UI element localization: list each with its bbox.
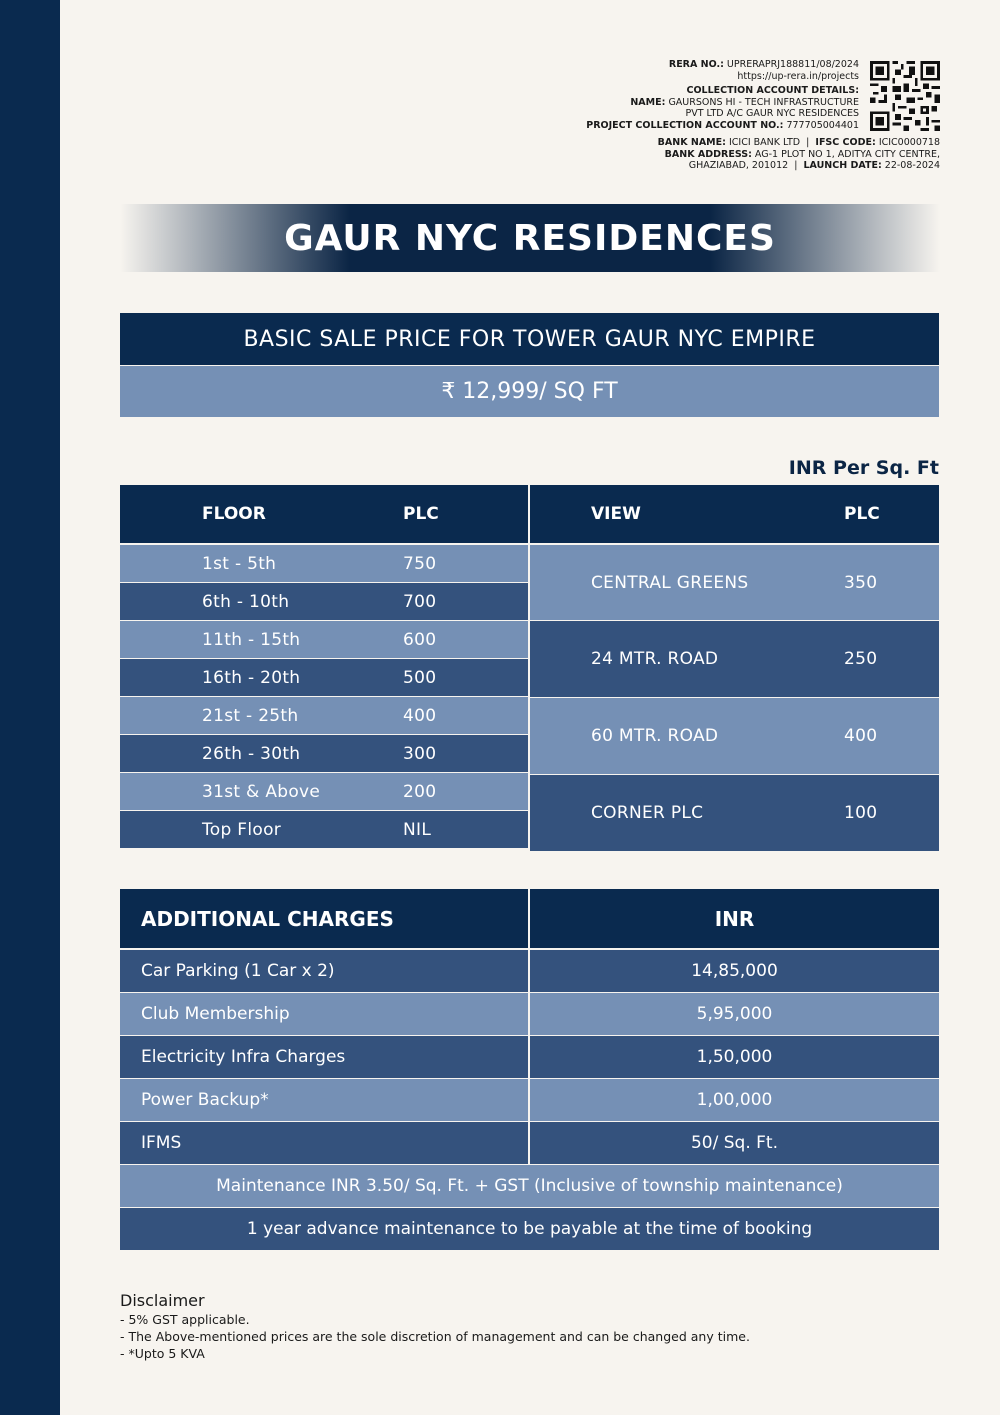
charge-item: Club Membership xyxy=(120,993,528,1035)
charge-item: IFMS xyxy=(120,1122,528,1164)
table-row xyxy=(530,545,939,620)
plc-cell: 300 xyxy=(403,743,437,764)
ifsc-code: ICIC0000718 xyxy=(878,137,940,148)
disclaimer-item: - *Upto 5 KVA xyxy=(120,1346,205,1361)
charge-value: 5,95,000 xyxy=(530,993,939,1035)
table-row xyxy=(120,1036,939,1078)
floor-cell: 1st - 5th xyxy=(202,553,277,574)
inr-header: INR xyxy=(530,889,939,948)
bank-address-line2: GHAZIABAD, 201012 xyxy=(688,160,789,172)
disclaimer-item: - The Above-mentioned prices are the sole discretion of management and can be changed any time. xyxy=(120,1329,750,1344)
charge-value: 1,50,000 xyxy=(530,1036,939,1078)
plc-cell: 700 xyxy=(403,591,437,612)
bsp-heading: BASIC SALE PRICE FOR TOWER GAUR NYC EMPIRE xyxy=(120,313,939,365)
plc-cell: NIL xyxy=(403,819,432,840)
floor-cell: 31st & Above xyxy=(202,781,321,802)
collection-title: COLLECTION ACCOUNT DETAILS: xyxy=(686,85,859,97)
charges-header: ADDITIONAL CHARGES xyxy=(120,889,528,948)
launch-date: 22-08-2024 xyxy=(884,160,940,172)
account-number: 777705004401 xyxy=(786,119,859,131)
unit-note: INR Per Sq. Ft xyxy=(788,457,939,479)
disclaimer-item: - 5% GST applicable. xyxy=(120,1312,250,1327)
table-row xyxy=(120,659,528,696)
table-header xyxy=(530,485,939,543)
account-name-line2: PVT LTD A/C GAUR NYC RESIDENCES xyxy=(685,108,859,120)
account-name: GAURSONS HI - TECH INFRASTRUCTURE xyxy=(668,96,859,108)
floor-cell: 16th - 20th xyxy=(202,667,301,688)
floor-cell: 21st - 25th xyxy=(202,705,299,726)
plc-cell: 250 xyxy=(844,649,878,669)
bank-name: ICICI BANK LTD xyxy=(728,137,801,148)
table-row xyxy=(530,621,939,697)
advance-maintenance-row: 1 year advance maintenance to be payable at the time of booking xyxy=(120,1208,939,1250)
title-banner xyxy=(120,204,940,272)
plc-cell: 100 xyxy=(844,803,878,823)
view-plc-table xyxy=(530,485,939,847)
view-cell: CENTRAL GREENS xyxy=(591,572,749,593)
page-title: GAUR NYC RESIDENCES xyxy=(284,217,776,259)
view-cell: 24 MTR. ROAD xyxy=(591,649,719,669)
view-cell: 60 MTR. ROAD xyxy=(591,726,719,746)
table-row xyxy=(120,583,528,620)
table-row xyxy=(530,698,939,774)
charge-item: Car Parking (1 Car x 2) xyxy=(120,950,528,992)
bank-details: BANK NAME: ICICI BANK LTD | IFSC CODE: ICIC0000718 BANK ADDRESS: AG-1 PLOT NO 1, ADITYA CITY CENTRE, GHAZIABAD, 201012 | LAUNCH DATE: 22-08-2024 xyxy=(657,137,940,172)
disclaimer-title: Disclaimer xyxy=(120,1291,205,1310)
table-row xyxy=(120,1122,939,1164)
table-row xyxy=(120,950,939,992)
floor-cell: 11th - 15th xyxy=(202,629,301,650)
table-row xyxy=(120,545,528,582)
maintenance-row: Maintenance INR 3.50/ Sq. Ft. + GST (Inclusive of township maintenance) xyxy=(120,1165,939,1207)
plc-cell: 200 xyxy=(403,781,437,802)
table-header xyxy=(120,485,528,543)
charge-item: Electricity Infra Charges xyxy=(120,1036,528,1078)
floor-cell: 26th - 30th xyxy=(202,743,301,764)
table-row xyxy=(120,993,939,1035)
floor-cell: Top Floor xyxy=(202,819,282,840)
bsp-price: ₹ 12,999/ SQ FT xyxy=(120,366,939,417)
view-header: VIEW xyxy=(591,504,641,524)
plc-cell: 500 xyxy=(403,667,437,688)
rera-url: https://up-rera.in/projects xyxy=(737,70,859,82)
table-row xyxy=(530,775,939,851)
view-cell: CORNER PLC xyxy=(591,803,704,823)
table-row xyxy=(120,811,528,848)
plc-header: PLC xyxy=(403,504,439,524)
floor-header: FLOOR xyxy=(202,504,266,524)
rera-number: UPRERAPRJ188811/08/2024 xyxy=(726,59,859,70)
charge-value: 1,00,000 xyxy=(530,1079,939,1121)
floor-plc-table xyxy=(120,485,528,847)
plc-cell: 400 xyxy=(403,705,437,726)
charge-item: Power Backup* xyxy=(120,1079,528,1121)
table-row xyxy=(120,697,528,734)
bank-address: AG-1 PLOT NO 1, ADITYA CITY CENTRE, xyxy=(754,148,940,160)
disclaimer xyxy=(120,1291,750,1362)
side-bar xyxy=(0,0,60,1415)
plc-header: PLC xyxy=(844,504,880,524)
charge-value: 50/ Sq. Ft. xyxy=(530,1122,939,1164)
qr-code-icon xyxy=(870,61,940,131)
plc-cell: 400 xyxy=(844,726,878,746)
table-row xyxy=(120,735,528,772)
table-row xyxy=(120,773,528,810)
table-row xyxy=(120,621,528,658)
rera-details: RERA NO.: UPRERAPRJ188811/08/2024 https://up-rera.in/projects COLLECTION ACCOUNT DETAILS: NAME: GAURSONS HI - TECH INFRASTRUCTURE PVT LTD A/C GAUR NYC RESIDENCES PROJECT COLLECTION ACCOUNT NO.: 777705004401 xyxy=(539,59,859,132)
plc-cell: 600 xyxy=(403,629,437,650)
additional-charges-table xyxy=(120,889,939,1250)
table-row xyxy=(120,1079,939,1121)
plc-cell: 750 xyxy=(403,553,437,574)
floor-cell: 6th - 10th xyxy=(202,591,290,612)
table-header xyxy=(120,889,939,948)
charge-value: 14,85,000 xyxy=(530,950,939,992)
plc-cell: 350 xyxy=(844,572,878,593)
